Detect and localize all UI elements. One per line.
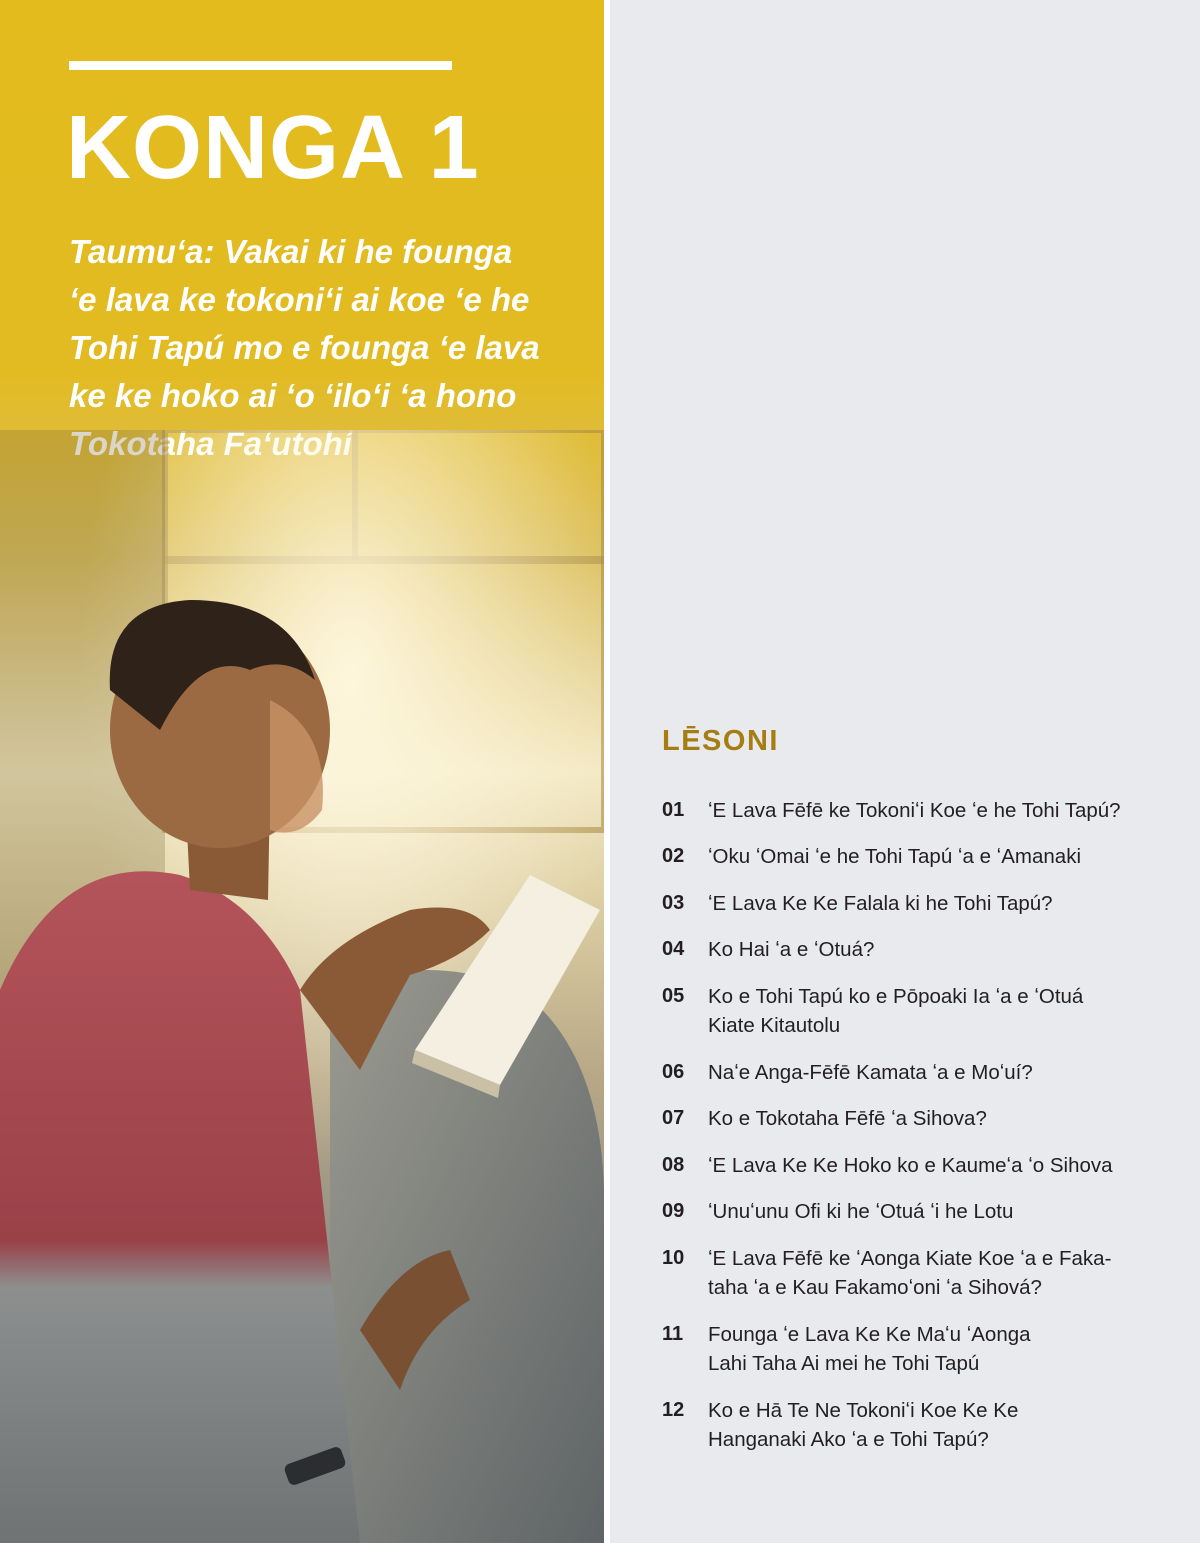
lesson-title bbox=[708, 889, 1160, 918]
theme-line: Taumuʻa: Vakai ki he founga bbox=[69, 233, 513, 270]
lesson-title-line: Lahi Taha Ai mei he Tohi Tapú bbox=[708, 1352, 980, 1375]
lesson-title bbox=[708, 796, 1160, 825]
part-title: KONGA 1 bbox=[66, 98, 480, 198]
lesson-title-line: Ko Hai ʻa e ʻOtuá? bbox=[708, 938, 875, 961]
lesson-number: 12 bbox=[662, 1399, 685, 1421]
lesson-title-line: Founga ʻe Lava Ke Ke Maʻu ʻAonga bbox=[708, 1323, 1031, 1346]
lesson-title bbox=[708, 1320, 1160, 1378]
lesson-title-line: ʻE Lava Fēfē ke Tokoniʻi Koe ʻe he Tohi Tapú? bbox=[708, 799, 1121, 822]
lesson-title-line: ʻE Lava Fēfē ke ʻAonga Kiate Koe ʻa e Faka- bbox=[708, 1247, 1112, 1270]
lesson-number: 09 bbox=[662, 1200, 685, 1222]
lesson-title-line: Ko e Tokotaha Fēfē ʻa Sihova? bbox=[708, 1107, 987, 1130]
lesson-title bbox=[708, 935, 1160, 964]
theme-line: Tohi Tapú mo e founga ʻe lava bbox=[69, 329, 540, 366]
lesson-number: 08 bbox=[662, 1154, 685, 1176]
lesson-title bbox=[708, 1104, 1160, 1133]
title-rule bbox=[69, 61, 452, 70]
lesson-title-line: ʻE Lava Ke Ke Falala ki he Tohi Tapú? bbox=[708, 892, 1053, 915]
illustration-young-man-reading-bible bbox=[0, 430, 604, 1543]
lesson-title-line: ʻOku ʻOmai ʻe he Tohi Tapú ʻa e ʻAmanaki bbox=[708, 845, 1081, 868]
lesson-title bbox=[708, 1197, 1160, 1226]
lesson-number: 04 bbox=[662, 938, 685, 960]
lesson-number: 11 bbox=[662, 1323, 684, 1345]
lesson-title bbox=[708, 1244, 1160, 1302]
lesson-title-line: Naʻe Anga-Fēfē Kamata ʻa e Moʻuí? bbox=[708, 1061, 1033, 1084]
lesson-title bbox=[708, 982, 1160, 1040]
lesson-title-line: taha ʻa e Kau Fakamoʻoni ʻa Sihová? bbox=[708, 1276, 1042, 1299]
lesson-number: 07 bbox=[662, 1107, 685, 1129]
lesson-title-line: Ko e Tohi Tapú ko e Pōpoaki Ia ʻa e ʻOtuá bbox=[708, 985, 1084, 1008]
lesson-title-line: ʻE Lava Ke Ke Hoko ko e Kaumeʻa ʻo Sihova bbox=[708, 1154, 1113, 1177]
theme-line: ʻe lava ke tokoniʻi ai koe ʻe he bbox=[69, 281, 530, 318]
lesson-number: 02 bbox=[662, 845, 685, 867]
lesson-title-line: Hanganaki Ako ʻa e Tohi Tapú? bbox=[708, 1428, 989, 1451]
panel-divider bbox=[604, 0, 610, 1543]
lesson-title-line: Ko e Hā Te Ne Tokoniʻi Koe Ke Ke bbox=[708, 1399, 1019, 1422]
lesson-title-line: Kiate Kitautolu bbox=[708, 1014, 841, 1037]
lesson-number: 01 bbox=[662, 799, 685, 821]
lessons-heading: LĒSONI bbox=[662, 725, 779, 757]
lesson-number: 06 bbox=[662, 1061, 685, 1083]
lesson-number: 10 bbox=[662, 1247, 685, 1269]
lesson-number: 03 bbox=[662, 892, 685, 914]
lesson-title-line: ʻUnuʻunu Ofi ki he ʻOtuá ʻi he Lotu bbox=[708, 1200, 1014, 1223]
theme-line: ke ke hoko ai ʻo ʻiloʻi ʻa hono bbox=[69, 377, 517, 414]
lesson-title bbox=[708, 842, 1160, 871]
lesson-title bbox=[708, 1151, 1160, 1180]
lesson-number: 05 bbox=[662, 985, 685, 1007]
lesson-title bbox=[708, 1396, 1160, 1454]
lesson-title bbox=[708, 1058, 1160, 1087]
